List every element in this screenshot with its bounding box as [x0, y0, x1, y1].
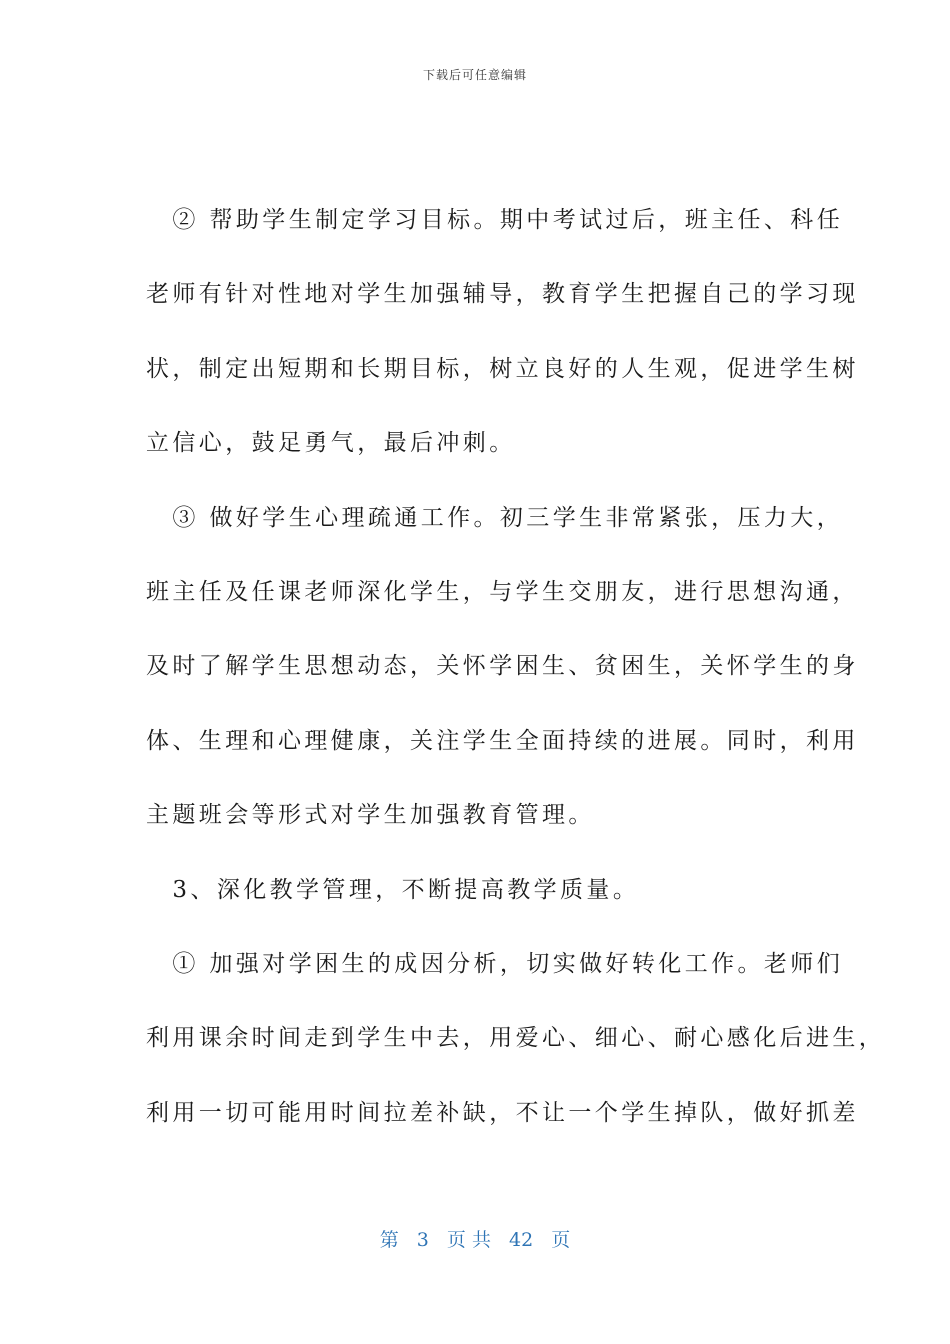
body-line: 状，制定出短期和长期目标，树立良好的人生观，促进学生树 [146, 355, 859, 382]
body-line: 体、生理和心理健康，关注学生全面持续的进展。同时，利用 [146, 727, 859, 754]
body-line: ③ 做好学生心理疏通工作。初三学生非常紧张，压力大， [146, 504, 844, 531]
footer-page-number: 3 [416, 1229, 429, 1251]
footer-suffix: 页 [551, 1229, 571, 1251]
footer-total-pages: 42 [509, 1229, 534, 1251]
body-line: 及时了解学生思想动态，关怀学困生、贫困生，关怀学生的身 [146, 653, 859, 680]
body-line: ① 加强对学困生的成因分析，切实做好转化工作。老师们 [146, 950, 844, 977]
footer-middle: 页 共 [446, 1229, 491, 1251]
body-line: 主题班会等形式对学生加强教育管理。 [146, 802, 595, 829]
footer-prefix: 第 [379, 1229, 399, 1251]
page-header-note: 下载后可任意编辑 [422, 68, 527, 82]
body-line: ② 帮助学生制定学习目标。期中考试过后，班主任、科任 [146, 207, 844, 233]
body-line: 利用课余时间走到学生中去，用爱心、细心、耐心感化后进生， [146, 1025, 886, 1052]
body-line: 3、深化教学管理，不断提高教学质量。 [146, 876, 640, 903]
body-line: 班主任及任课老师深化学生，与学生交朋友，进行思想沟通， [146, 578, 859, 605]
body-line: 老师有针对性地对学生加强辅导，教育学生把握自己的学习现 [146, 281, 859, 308]
document-body [146, 193, 886, 1160]
body-line: 利用一切可能用时间拉差补缺，不让一个学生掉队，做好抓差 [146, 1099, 859, 1126]
page-footer [0, 1225, 950, 1252]
body-line: 立信心，鼓足勇气，最后冲刺。 [146, 430, 516, 457]
